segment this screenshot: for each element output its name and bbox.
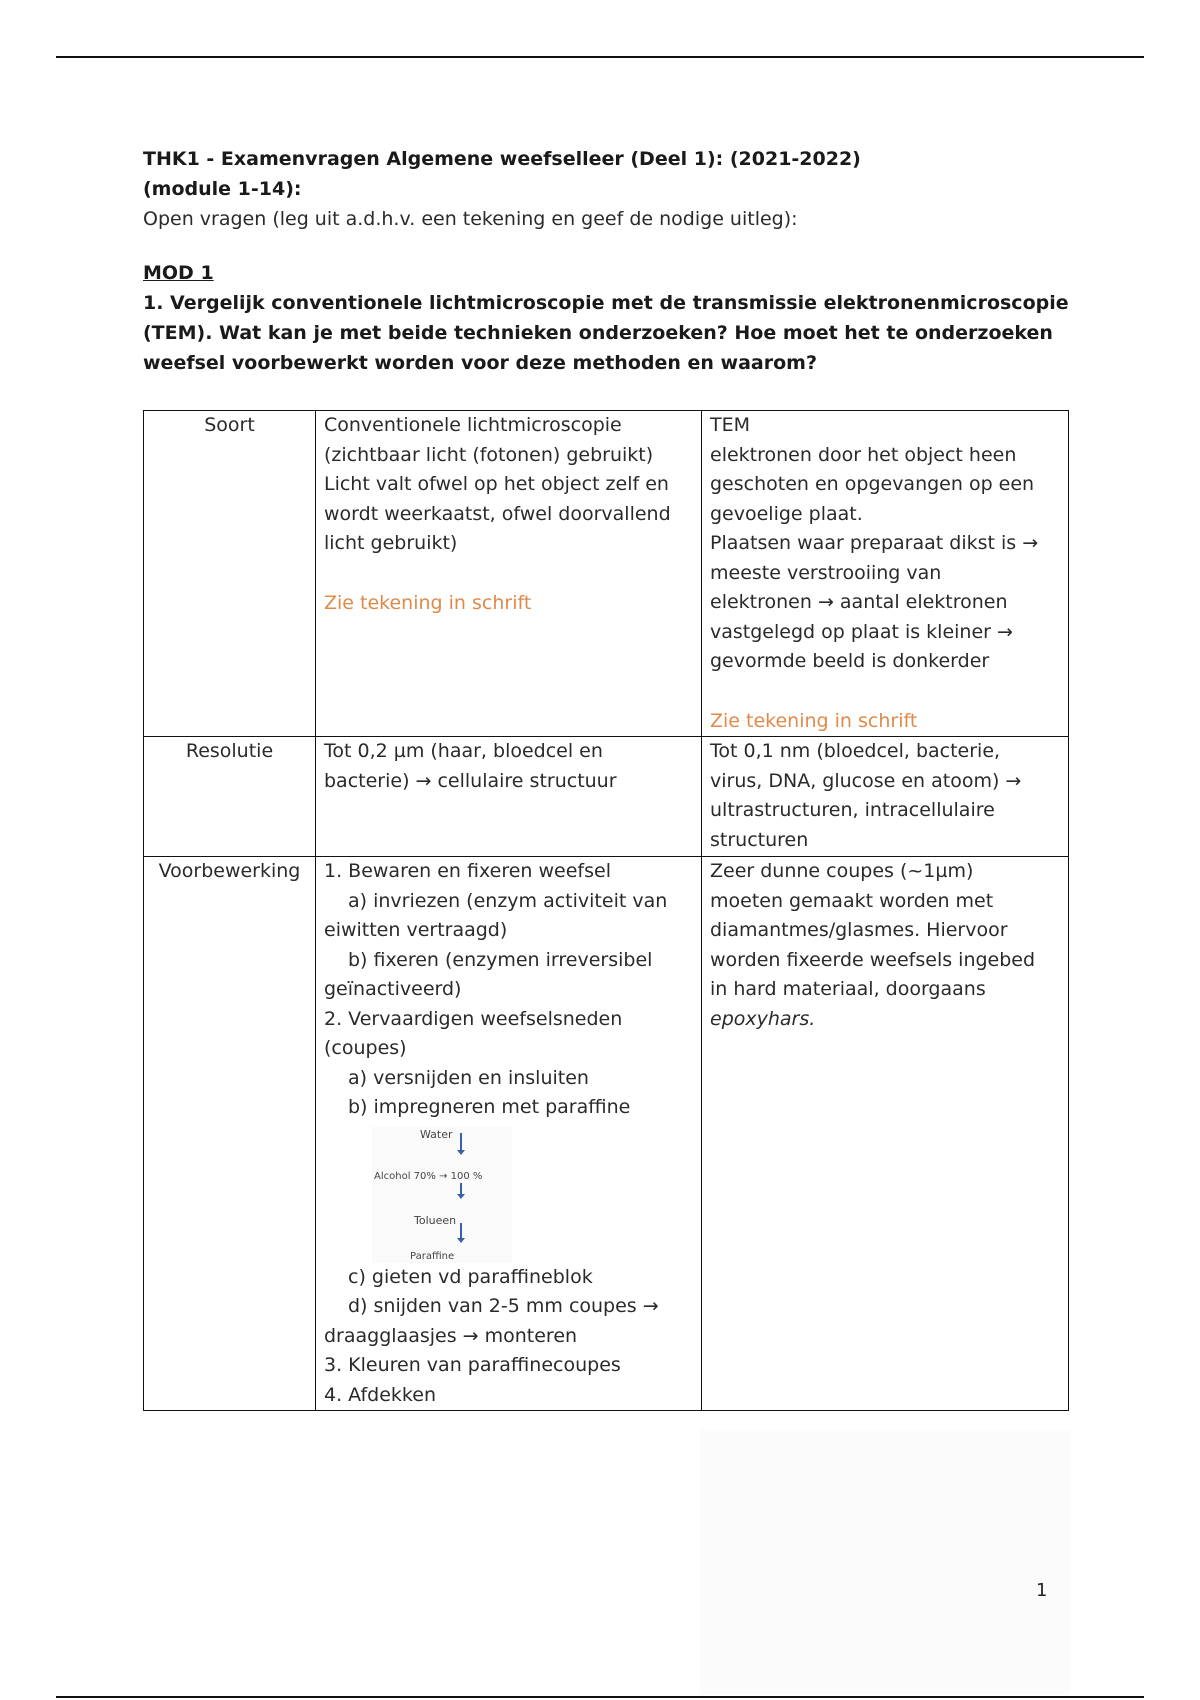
document-title-line2: (module 1-14): (143, 178, 302, 200)
step-text: 3. Kleuren van paraffinecoupes (324, 1354, 621, 1376)
step-text: b) fixeren (enzymen irreversibel (348, 948, 653, 971)
cell-text: Plaatsen waar preparaat dikst is → (710, 532, 1039, 554)
drawing-note: Zie tekening in schrift (324, 591, 532, 614)
cell-text: bacterie) → cellulaire structuur (324, 769, 617, 792)
document-title-line1: THK1 - Examenvragen Algemene weefselleer (Deel 1): (2021-2022) (143, 148, 861, 170)
cell-text: virus, DNA, glucose en atoom) → (710, 769, 1022, 792)
step-text: c) gieten vd paraffineblok (348, 1265, 593, 1288)
table-row (144, 857, 1069, 1411)
step-text: b) impregneren met paraffine (348, 1096, 631, 1118)
cell-tem-soort (702, 411, 1069, 737)
cell-text: geschoten en opgevangen op een (710, 473, 1035, 495)
cell-text: Zeer dunne coupes (~1µm) (710, 860, 974, 882)
bottom-rule (56, 1696, 1144, 1698)
cell-text: wordt weerkaatst, ofwel doorvallend (324, 502, 671, 525)
down-arrow-icon (460, 1223, 462, 1241)
flow-step-alcohol: Alcohol 70% → 100 % (374, 1170, 483, 1182)
flow-step-tolueen: Tolueen (414, 1213, 457, 1227)
cell-text: Tot 0,1 nm (bloedcel, bacterie, (710, 740, 1001, 762)
cell-text: Licht valt ofwel op het object zelf en (324, 473, 669, 495)
cell-text: elektronen → aantal elektronen (710, 591, 1008, 613)
paraffine-flow-diagram (372, 1127, 512, 1263)
row-label-voorbewerking: Voorbewerking (144, 857, 316, 1411)
cell-text: Conventionele lichtmicroscopie (324, 414, 622, 436)
page-number: 1 (1036, 1580, 1048, 1601)
cell-text: licht gebruikt) (324, 532, 458, 554)
step-text: a) versnijden en insluiten (348, 1066, 589, 1089)
cell-text: ultrastructuren, intracellulaire (710, 799, 995, 821)
cell-text: moeten gemaakt worden met (710, 889, 994, 912)
cell-text: vastgelegd op plaat is kleiner → (710, 620, 1013, 643)
step-text: 1. Bewaren en fixeren weefsel (324, 860, 611, 882)
flow-step-water: Water (420, 1127, 453, 1141)
cell-light-soort (316, 411, 702, 737)
cell-text: TEM (710, 414, 751, 436)
cell-text: (zichtbaar licht (fotonen) gebruikt) (324, 443, 654, 466)
cell-text: structuren (710, 828, 809, 851)
step-text: 4. Afdekken (324, 1383, 436, 1406)
cell-light-resolutie (316, 737, 702, 857)
cell-text-italic: epoxyhars. (710, 1007, 816, 1030)
question-line: 1. Vergelijk conventionele lichtmicroscopie met de transmissie elektronenmicroscopie (143, 292, 1069, 314)
table-row (144, 411, 1069, 737)
step-text: (coupes) (324, 1037, 407, 1059)
step-text: 2. Vervaardigen weefselsneden (324, 1007, 623, 1030)
document-header (143, 144, 1073, 378)
down-arrow-icon (460, 1183, 462, 1197)
cell-light-voorbewerking (316, 857, 702, 1411)
cell-text: elektronen door het object heen (710, 443, 1017, 466)
module-heading: MOD 1 (143, 262, 214, 284)
cell-text: worden fixeerde weefsels ingebed (710, 948, 1036, 971)
cell-tem-resolutie (702, 737, 1069, 857)
cell-text: Tot 0,2 µm (haar, bloedcel en (324, 740, 603, 762)
cell-text: diamantmes/glasmes. Hiervoor (710, 919, 1008, 941)
row-label-soort: Soort (144, 411, 316, 737)
drawing-note: Zie tekening in schrift (710, 709, 918, 732)
table-row (144, 737, 1069, 857)
top-rule (56, 56, 1144, 58)
step-text: d) snijden van 2-5 mm coupes → (348, 1295, 659, 1317)
question-line: (TEM). Wat kan je met beide technieken onderzoeken? Hoe moet het te onderzoeken (143, 322, 1053, 344)
comparison-table (143, 410, 1069, 1411)
row-label-resolutie: Resolutie (144, 737, 316, 857)
cell-tem-voorbewerking (702, 857, 1069, 1411)
question-line: weefsel voorbewerkt worden voor deze methoden en waarom? (143, 352, 817, 374)
step-text: a) invriezen (enzym activiteit van (348, 889, 668, 912)
step-text: draagglaasjes → monteren (324, 1324, 578, 1347)
cell-text: gevormde beeld is donkerder (710, 650, 990, 672)
step-text: geïnactiveerd) (324, 978, 462, 1000)
intro-text: Open vragen (leg uit a.d.h.v. een tekening en geef de nodige uitleg): (143, 208, 798, 230)
flow-step-paraffine: Paraffine (410, 1250, 455, 1262)
spacer (710, 677, 1060, 707)
background-shade (700, 1430, 1070, 1695)
cell-text: meeste verstrooiing van (710, 561, 942, 584)
cell-text: in hard materiaal, doorgaans (710, 978, 986, 1000)
spacer (324, 559, 693, 589)
down-arrow-icon (460, 1133, 462, 1153)
step-text: eiwitten vertraagd) (324, 919, 508, 941)
cell-text: gevoelige plaat. (710, 502, 863, 525)
